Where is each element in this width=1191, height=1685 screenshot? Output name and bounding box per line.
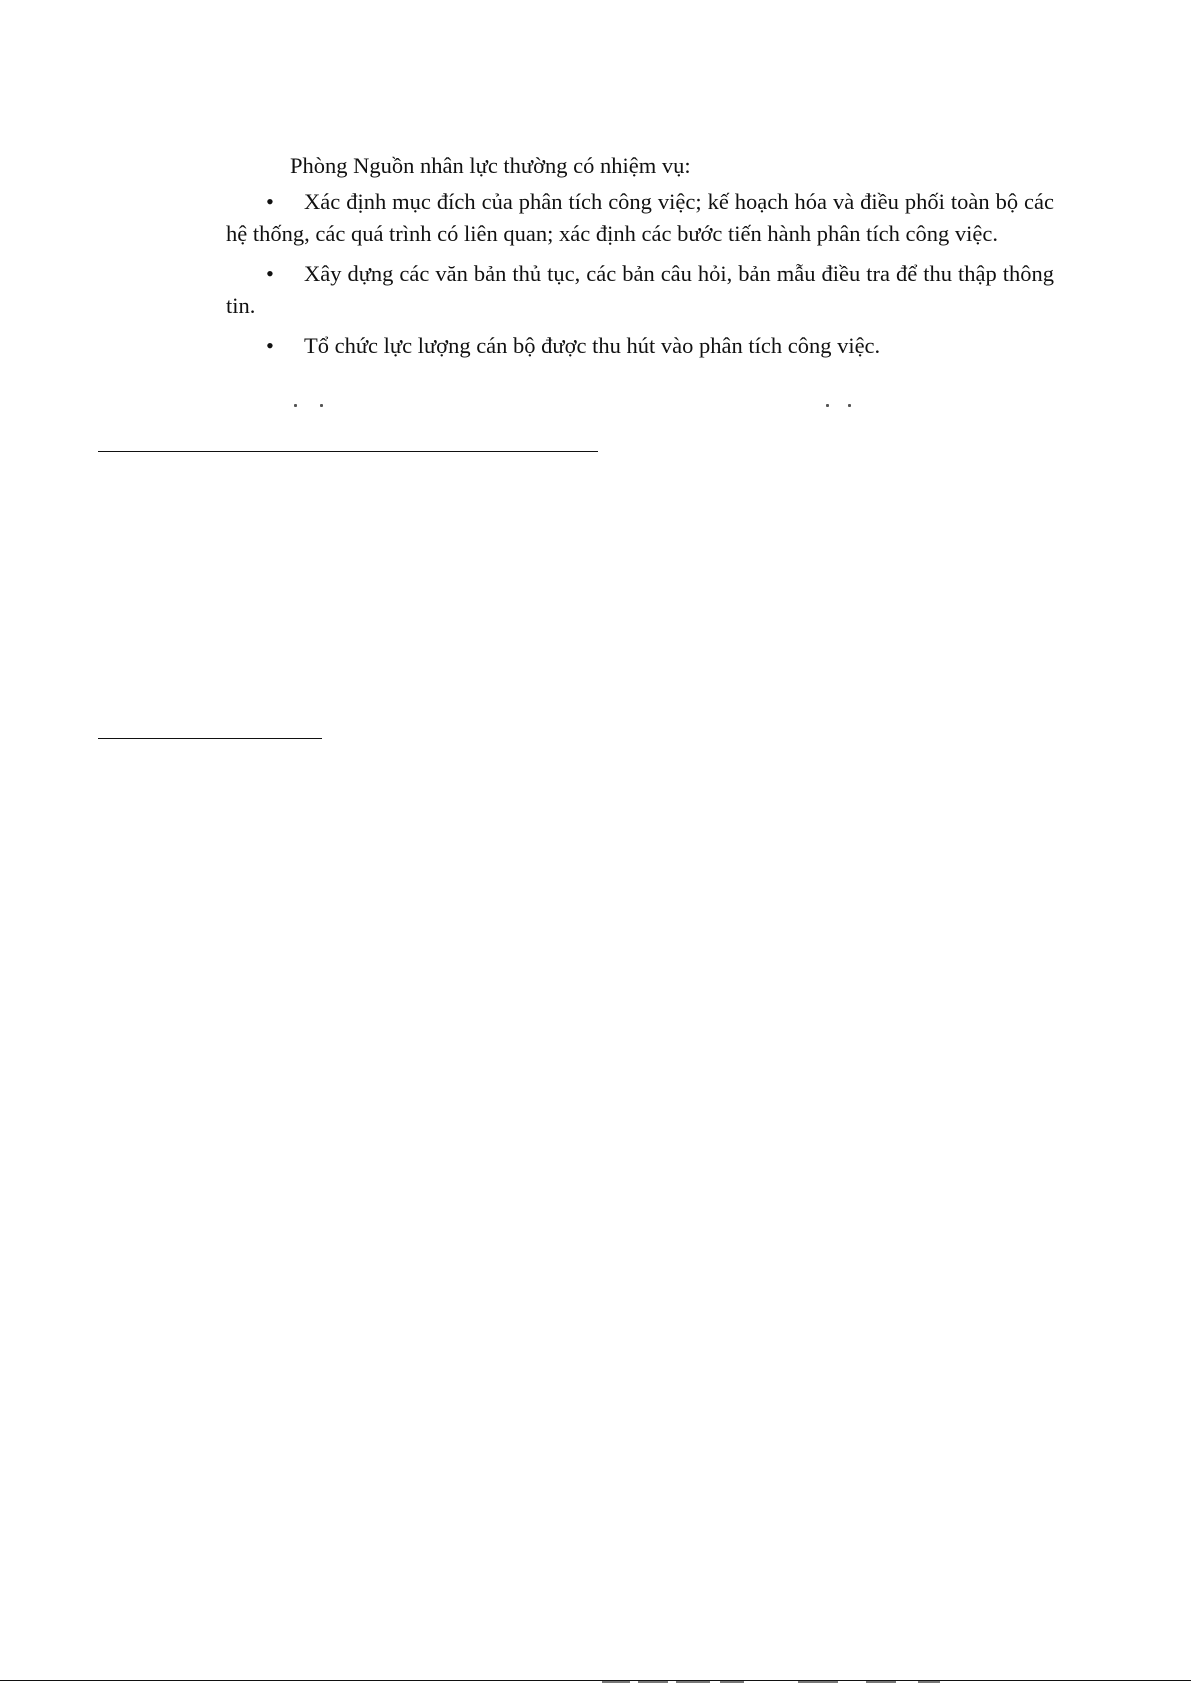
- horizontal-rule: [98, 451, 598, 452]
- bullet-dot-icon: •: [266, 333, 274, 358]
- document-text-block: [226, 150, 1054, 370]
- intro-paragraph: Phòng Nguồn nhân lực thường có nhiệm vụ:: [290, 153, 691, 178]
- bullet-item-2: [226, 258, 1054, 322]
- bottom-clipped-fragment: [598, 1681, 978, 1685]
- bullet-dot-icon: •: [266, 189, 274, 214]
- bullet-text: Xác định mục đích của phân tích công việc; kế hoạch hóa và điều phối toàn bộ các hệ thống, các quá trình có liên quan; xác định các bước tiến hành phân tích công việc.: [226, 189, 1054, 246]
- bullet-item-3: [226, 330, 1054, 362]
- bullet-dot-icon: •: [266, 261, 274, 286]
- bullet-item-1: [226, 186, 1054, 250]
- bullet-text: Tổ chức lực lượng cán bộ được thu hút vào phân tích công việc.: [304, 333, 881, 358]
- bullet-text: Xây dựng các văn bản thủ tục, các bản câu hỏi, bản mẫu điều tra để thu thập thông tin.: [226, 261, 1054, 318]
- clipped-text-fragment: [226, 404, 1054, 416]
- horizontal-rule: [98, 738, 322, 739]
- bottom-edge-rule: [0, 1680, 1191, 1681]
